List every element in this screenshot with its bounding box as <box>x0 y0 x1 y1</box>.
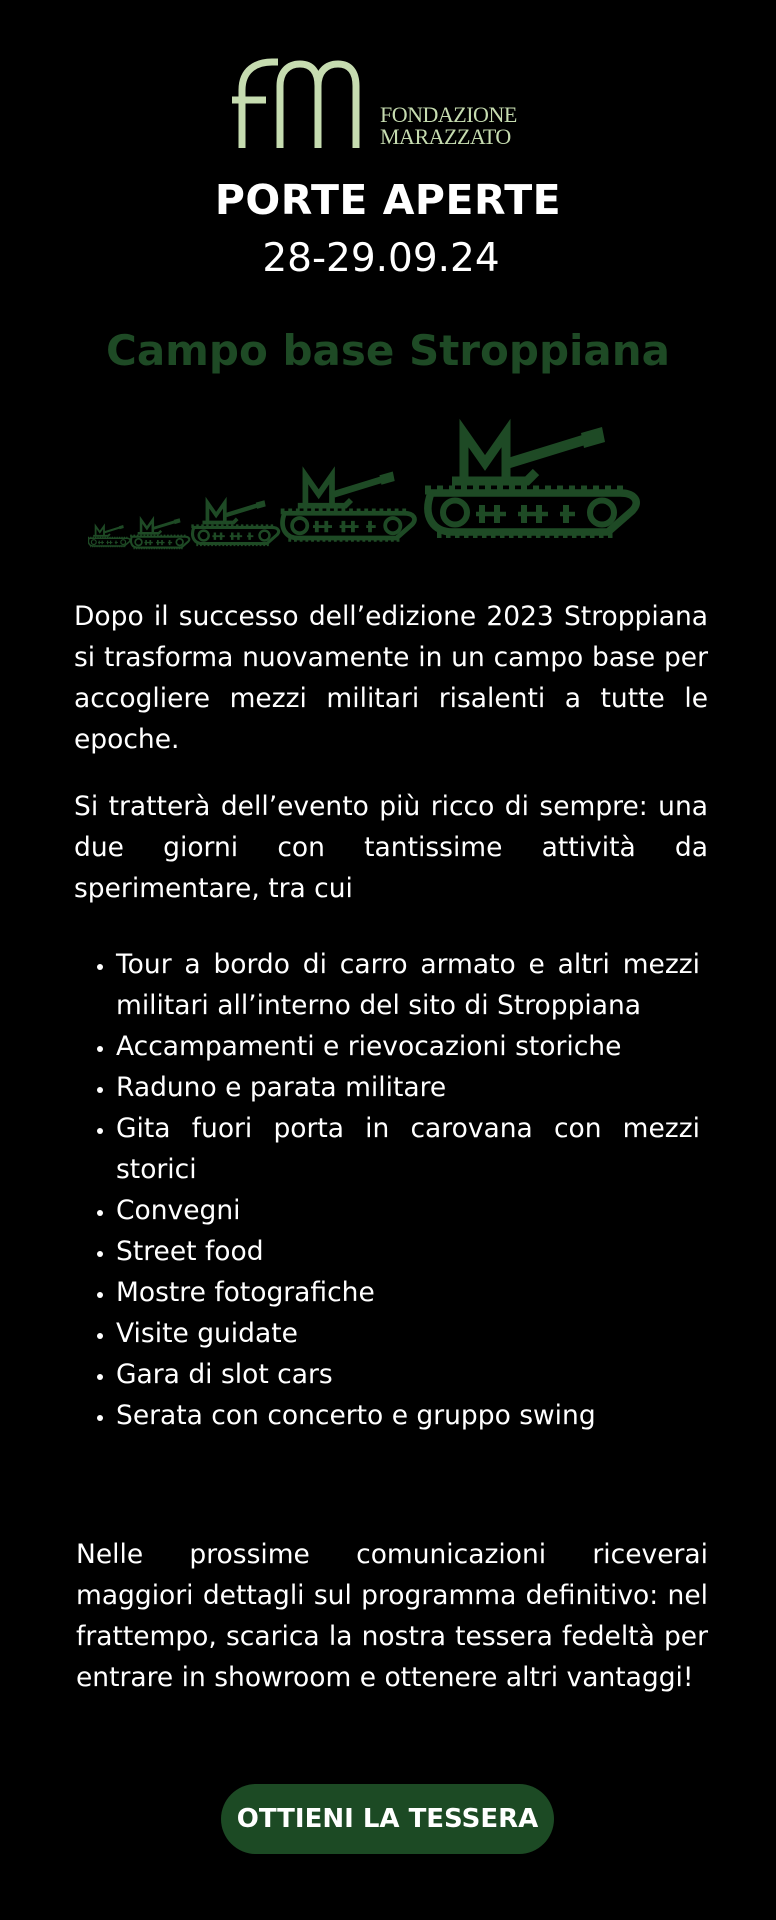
event-dates: 28-29.09.24 <box>262 236 500 281</box>
activity-list <box>74 944 700 1436</box>
fm-monogram-icon <box>232 56 382 154</box>
list-item: • Serata con concerto e gruppo swing <box>116 1395 700 1436</box>
list-item: • Street food <box>116 1231 700 1272</box>
intro-paragraph: Dopo il successo dell’edizione 2023 Stroppiana si trasforma nuovamente in un campo base per accogliere mezzi militari risalenti a tutte le epoche. <box>74 601 708 755</box>
list-item: • Mostre fotografiche <box>116 1272 700 1313</box>
tank-convoy-illustration <box>88 400 688 558</box>
list-item: • Convegni <box>116 1190 700 1231</box>
list-item: • Accampamenti e rievocazioni storiche <box>116 1026 700 1067</box>
brand-name <box>380 104 517 148</box>
brand-name-line2: MARAZZATO <box>380 124 511 149</box>
tank-convoy-icon <box>88 400 688 558</box>
list-item: • Gita fuori porta in carovana con mezzi storici <box>116 1108 700 1190</box>
brand-logo[interactable] <box>232 56 542 154</box>
closing-paragraph: Nelle prossime comunicazioni riceverai maggiori dettagli sul programma definitivo: nel frattempo, scarica la nostra tessera fedeltà per entrare in showroom e ottenere altri vantaggi! <box>76 1539 708 1693</box>
get-card-button[interactable]: OTTIENI LA TESSERA <box>221 1784 554 1854</box>
list-item: • Gara di slot cars <box>116 1354 700 1395</box>
event-subtitle: Campo base Stroppiana <box>106 326 670 375</box>
list-item: • Tour a bordo di carro armato e altri mezzi militari all’interno del sito di Stroppiana <box>116 944 700 1026</box>
list-item: • Raduno e parata militare <box>116 1067 700 1108</box>
brand-name-line1: FONDAZIONE <box>380 102 517 127</box>
list-item: • Visite guidate <box>116 1313 700 1354</box>
lead-paragraph: Si tratterà dell’evento più ricco di sempre: una due giorni con tantissime attività da sperimentare, tra cui <box>74 791 708 904</box>
event-title: PORTE APERTE <box>214 176 562 224</box>
